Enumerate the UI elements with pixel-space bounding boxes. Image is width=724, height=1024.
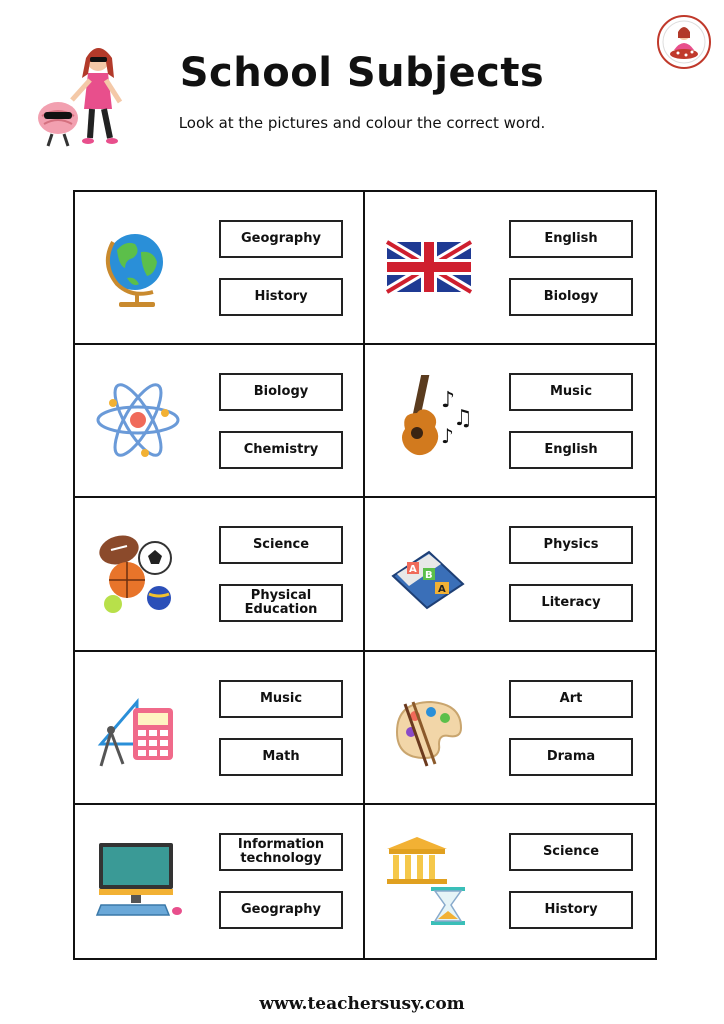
option-music[interactable]: Music	[219, 680, 343, 718]
teachersusy-logo-icon	[656, 14, 712, 70]
svg-text:A: A	[409, 564, 417, 576]
option-history[interactable]: History	[219, 278, 343, 316]
subject-cell	[75, 498, 365, 651]
svg-text:♫: ♫	[453, 406, 473, 432]
svg-text:A: A	[438, 584, 446, 596]
option-literacy[interactable]: Literacy	[509, 584, 633, 622]
option-science[interactable]: Science	[509, 833, 633, 871]
svg-text:♪: ♪	[441, 424, 454, 449]
guitar-icon	[383, 375, 473, 465]
subject-cell	[75, 192, 365, 345]
option-geography[interactable]: Geography	[219, 891, 343, 929]
option-geography[interactable]: Geography	[219, 220, 343, 258]
page-title: School Subjects	[179, 50, 545, 96]
instruction-text: Look at the pictures and colour the correct word.	[178, 114, 546, 132]
subject-cell	[75, 805, 365, 958]
computer-icon	[93, 835, 183, 925]
option-biology[interactable]: Biology	[509, 278, 633, 316]
option-physics[interactable]: Physics	[509, 526, 633, 564]
option-art[interactable]: Art	[509, 680, 633, 718]
option-biology[interactable]: Biology	[219, 373, 343, 411]
subjects-grid	[73, 190, 657, 960]
atom-icon	[93, 375, 183, 465]
option-english[interactable]: English	[509, 220, 633, 258]
subject-cell	[365, 805, 655, 958]
subject-cell	[365, 192, 655, 345]
svg-text:B: B	[425, 570, 433, 582]
option-chemistry[interactable]: Chemistry	[219, 431, 343, 469]
option-english[interactable]: English	[509, 431, 633, 469]
sports-balls-icon	[93, 528, 183, 618]
abc-book-icon	[383, 528, 473, 618]
option-history[interactable]: History	[509, 891, 633, 929]
math-tools-icon	[93, 682, 183, 772]
option-music[interactable]: Music	[509, 373, 633, 411]
paint-palette-icon	[383, 682, 473, 772]
subject-cell	[365, 498, 655, 651]
uk-flag-icon	[383, 222, 473, 312]
option-information-technology[interactable]: Information technology	[219, 833, 343, 871]
subject-cell	[365, 345, 655, 498]
website-footer: www.teachersusy.com	[259, 994, 465, 1014]
subject-cell	[365, 652, 655, 805]
option-math[interactable]: Math	[219, 738, 343, 776]
option-science[interactable]: Science	[219, 526, 343, 564]
option-drama[interactable]: Drama	[509, 738, 633, 776]
globe-icon	[93, 222, 183, 312]
subject-cell	[75, 345, 365, 498]
subject-cell	[75, 652, 365, 805]
temple-hourglass-icon	[383, 835, 473, 925]
option-physical-education[interactable]: Physical Education	[219, 584, 343, 622]
svg-text:♪: ♪	[441, 388, 456, 414]
